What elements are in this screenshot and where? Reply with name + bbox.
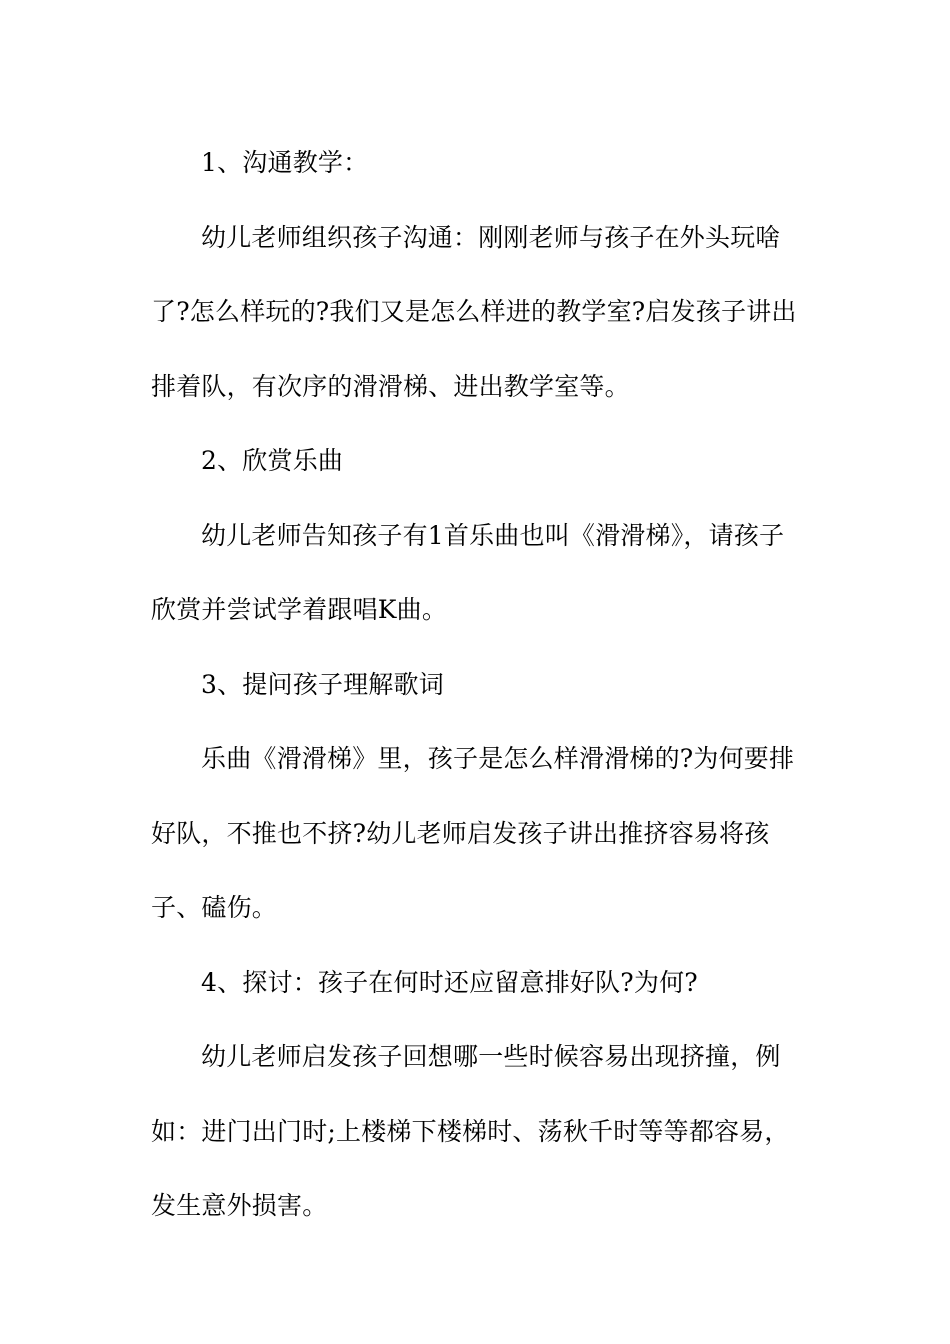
section-heading-lyrics-questions: 3、提问孩子理解歌词 xyxy=(201,669,444,699)
document-body xyxy=(151,126,807,1244)
section-heading-music-appreciation: 2、欣赏乐曲 xyxy=(201,446,344,475)
paragraph-communication: 幼儿老师组织孩子沟通：刚刚老师与孩子在外头玩啥了?怎么样玩的?我们又是怎么样进的教学室?启发孩子讲出排着队，有次序的滑滑梯、进出教学室等。 xyxy=(151,222,797,401)
paragraph-discussion: 幼儿老师启发孩子回想哪一些时候容易出现挤撞，例如：进门出门时;上楼梯下楼梯时、荡秋千时等等都容易，发生意外损害。 xyxy=(151,1042,790,1220)
section-heading-discussion: 4、探讨：孩子在何时还应留意排好队?为何? xyxy=(201,967,698,997)
section-heading-communication: 1、沟通教学： xyxy=(201,148,369,177)
paragraph-music-appreciation: 幼儿老师告知孩子有1首乐曲也叫《滑滑梯》，请孩子欣赏并尝试学着跟唱K曲。 xyxy=(151,520,785,624)
paragraph-lyrics-questions: 乐曲《滑滑梯》里，孩子是怎么样滑滑梯的?为何要排好队，不推也不挤?幼儿老师启发孩子讲出推挤容易将孩子、磕伤。 xyxy=(151,744,795,922)
